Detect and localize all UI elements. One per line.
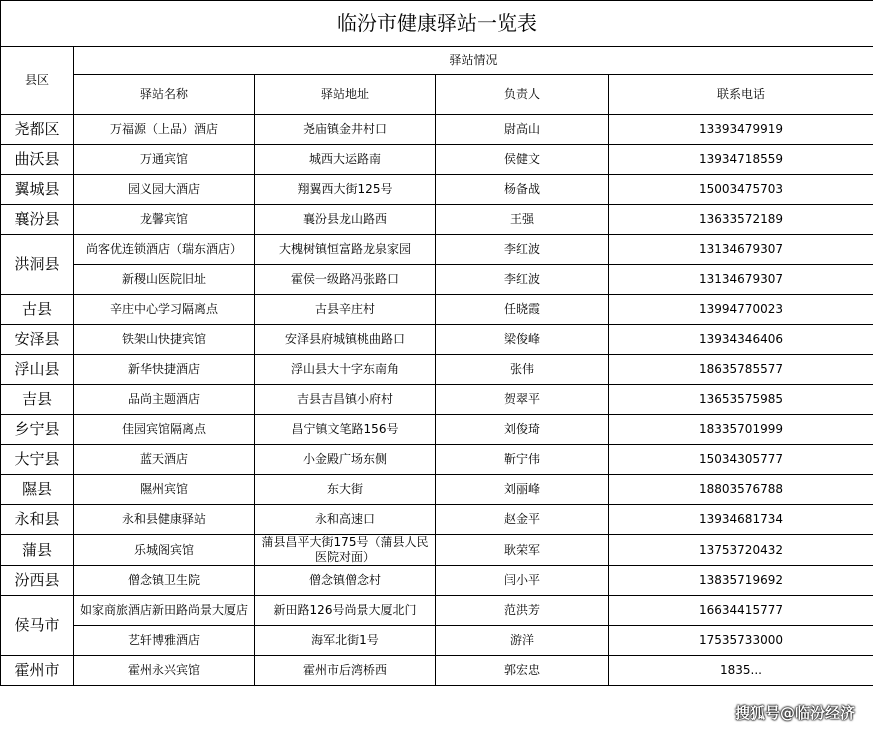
phone-cell: 13934681734 [609, 505, 873, 535]
station-address-cell: 襄汾县龙山路西 [255, 205, 436, 235]
county-cell: 洪洞县 [1, 235, 74, 295]
table-row [1, 145, 873, 175]
station-name-cell: 艺轩博雅酒店 [74, 626, 255, 656]
header-group: 驿站情况 [74, 47, 873, 75]
table-row [1, 505, 873, 535]
station-address-cell: 霍侯一级路冯张路口 [255, 265, 436, 295]
county-cell: 永和县 [1, 505, 74, 535]
person-cell: 梁俊峰 [436, 325, 609, 355]
table-row [1, 325, 873, 355]
table-row [1, 626, 873, 656]
phone-cell: 16634415777 [609, 596, 873, 626]
watermark: 搜狐号@临汾经济 [734, 704, 855, 722]
station-name-cell: 品尚主题酒店 [74, 385, 255, 415]
header-person: 负责人 [436, 75, 609, 115]
station-address-cell: 永和高速口 [255, 505, 436, 535]
table-row [1, 235, 873, 265]
person-cell: 游洋 [436, 626, 609, 656]
table-row [1, 385, 873, 415]
person-cell: 闫小平 [436, 566, 609, 596]
table-row [1, 265, 873, 295]
phone-cell: 13753720432 [609, 535, 873, 566]
person-cell: 耿荣军 [436, 535, 609, 566]
station-address-cell: 浮山县大十字东南角 [255, 355, 436, 385]
table-row [1, 295, 873, 325]
station-name-cell: 蓝天酒店 [74, 445, 255, 475]
station-name-cell: 霍州永兴宾馆 [74, 656, 255, 686]
county-cell: 乡宁县 [1, 415, 74, 445]
station-name-cell: 万通宾馆 [74, 145, 255, 175]
phone-cell: 18635785577 [609, 355, 873, 385]
station-address-cell: 昌宁镇文笔路156号 [255, 415, 436, 445]
county-cell: 大宁县 [1, 445, 74, 475]
table-row [1, 475, 873, 505]
station-address-cell: 翔翼西大街125号 [255, 175, 436, 205]
station-address-cell: 新田路126号尚景大厦北门 [255, 596, 436, 626]
station-name-cell: 如家商旅酒店新田路尚景大厦店 [74, 596, 255, 626]
station-name-cell: 万福源（上品）酒店 [74, 115, 255, 145]
table-row [1, 175, 873, 205]
phone-cell: 13934346406 [609, 325, 873, 355]
header-county: 县区 [1, 47, 74, 115]
station-name-cell: 隰州宾馆 [74, 475, 255, 505]
person-cell: 范洪芳 [436, 596, 609, 626]
phone-cell: 1835... [609, 656, 873, 686]
phone-cell: 15003475703 [609, 175, 873, 205]
person-cell: 赵金平 [436, 505, 609, 535]
station-name-cell: 新稷山医院旧址 [74, 265, 255, 295]
county-cell: 浮山县 [1, 355, 74, 385]
county-cell: 安泽县 [1, 325, 74, 355]
person-cell: 郭宏忠 [436, 656, 609, 686]
county-cell: 蒲县 [1, 535, 74, 566]
county-cell: 襄汾县 [1, 205, 74, 235]
county-cell: 尧都区 [1, 115, 74, 145]
station-name-cell: 龙馨宾馆 [74, 205, 255, 235]
station-name-cell: 尚客优连锁酒店（瑞东酒店） [74, 235, 255, 265]
phone-cell: 18803576788 [609, 475, 873, 505]
phone-cell: 18335701999 [609, 415, 873, 445]
phone-cell: 13134679307 [609, 265, 873, 295]
station-address-cell: 城西大运路南 [255, 145, 436, 175]
station-name-cell: 园义园大酒店 [74, 175, 255, 205]
person-cell: 张伟 [436, 355, 609, 385]
station-address-cell: 大槐树镇恒富路龙泉家园 [255, 235, 436, 265]
person-cell: 靳宁伟 [436, 445, 609, 475]
person-cell: 贺翠平 [436, 385, 609, 415]
table-row [1, 355, 873, 385]
station-address-cell: 东大街 [255, 475, 436, 505]
county-cell: 吉县 [1, 385, 74, 415]
phone-cell: 13994770023 [609, 295, 873, 325]
person-cell: 侯健文 [436, 145, 609, 175]
table-row [1, 115, 873, 145]
table-row [1, 445, 873, 475]
table-title: 临汾市健康驿站一览表 [1, 1, 873, 47]
table-row [1, 415, 873, 445]
person-cell: 王强 [436, 205, 609, 235]
phone-cell: 13633572189 [609, 205, 873, 235]
phone-cell: 13393479919 [609, 115, 873, 145]
county-cell: 霍州市 [1, 656, 74, 686]
person-cell: 李红波 [436, 265, 609, 295]
phone-cell: 13134679307 [609, 235, 873, 265]
station-address-cell: 僧念镇僧念村 [255, 566, 436, 596]
county-cell: 侯马市 [1, 596, 74, 656]
station-address-cell: 吉县吉昌镇小府村 [255, 385, 436, 415]
station-address-cell: 古县辛庄村 [255, 295, 436, 325]
header-address: 驿站地址 [255, 75, 436, 115]
station-address-cell: 小金殿广场东侧 [255, 445, 436, 475]
county-cell: 隰县 [1, 475, 74, 505]
person-cell: 刘俊琦 [436, 415, 609, 445]
station-name-cell: 铁架山快捷宾馆 [74, 325, 255, 355]
table-row [1, 596, 873, 626]
station-address-cell: 海军北街1号 [255, 626, 436, 656]
station-name-cell: 新华快捷酒店 [74, 355, 255, 385]
county-cell: 曲沃县 [1, 145, 74, 175]
header-phone: 联系电话 [609, 75, 873, 115]
station-name-cell: 乐城阁宾馆 [74, 535, 255, 566]
station-address-cell: 霍州市后湾桥西 [255, 656, 436, 686]
phone-cell: 13934718559 [609, 145, 873, 175]
table-row [1, 535, 873, 566]
station-address-cell: 蒲县昌平大街175号（蒲县人民医院对面） [255, 535, 436, 566]
person-cell: 尉高山 [436, 115, 609, 145]
person-cell: 李红波 [436, 235, 609, 265]
person-cell: 刘丽峰 [436, 475, 609, 505]
station-name-cell: 辛庄中心学习隔离点 [74, 295, 255, 325]
phone-cell: 13835719692 [609, 566, 873, 596]
county-cell: 古县 [1, 295, 74, 325]
person-cell: 任晓霞 [436, 295, 609, 325]
station-name-cell: 永和县健康驿站 [74, 505, 255, 535]
station-address-cell: 尧庙镇金井村口 [255, 115, 436, 145]
table-row [1, 205, 873, 235]
header-name: 驿站名称 [74, 75, 255, 115]
station-address-cell: 安泽县府城镇桃曲路口 [255, 325, 436, 355]
county-cell: 翼城县 [1, 175, 74, 205]
station-name-cell: 佳园宾馆隔离点 [74, 415, 255, 445]
phone-cell: 15034305777 [609, 445, 873, 475]
person-cell: 杨备战 [436, 175, 609, 205]
phone-cell: 13653575985 [609, 385, 873, 415]
station-name-cell: 僧念镇卫生院 [74, 566, 255, 596]
county-cell: 汾西县 [1, 566, 74, 596]
table-row [1, 566, 873, 596]
phone-cell: 17535733000 [609, 626, 873, 656]
table-row [1, 656, 873, 686]
